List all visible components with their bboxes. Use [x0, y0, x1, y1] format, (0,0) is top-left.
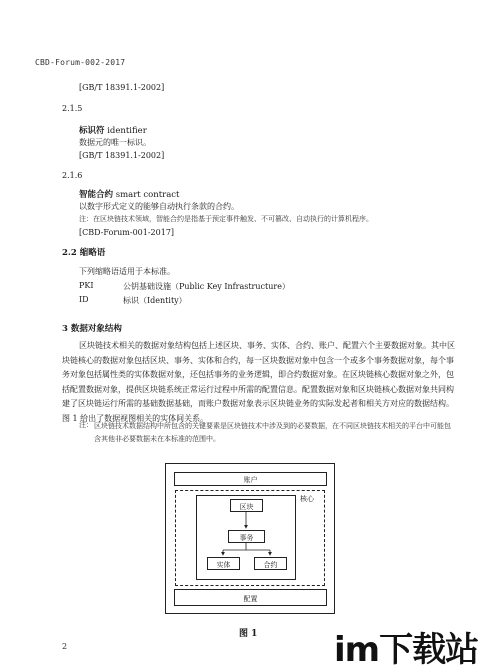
term-en: smart contract — [115, 190, 180, 200]
section-heading: 3 数据对象结构 — [62, 324, 122, 334]
term-definition: 以数字形式定义的能够自动执行条款的合约。 — [79, 202, 239, 211]
transaction-label: 事务 — [239, 534, 254, 542]
section-heading: 2.2 缩略语 — [62, 248, 106, 258]
term-en: identifier — [107, 126, 147, 136]
term-cn: 标识符 — [79, 126, 105, 136]
site-watermark: im下载站 — [334, 630, 479, 670]
note-label: 注： — [79, 421, 93, 429]
page-number: 2 — [62, 642, 68, 651]
abbreviation-intro: 下列缩略语适用于本标准。 — [79, 267, 175, 276]
entity-label: 实体 — [216, 561, 231, 569]
abbreviation-meaning: 公钥基础设施（Public Key Infrastructure） — [123, 282, 290, 291]
abbreviation-meaning: 标识（Identity） — [123, 296, 187, 305]
reference: [CBD-Forum-001-2017] — [79, 228, 175, 237]
reference: [GB/T 18391.1-2002] — [79, 151, 165, 160]
abbreviation-code: PKI — [79, 281, 94, 290]
clause-number: 2.1.6 — [62, 171, 83, 180]
contract-label: 合约 — [263, 561, 278, 569]
core-label: 核心 — [300, 495, 314, 503]
section-note: 区块链技术数据结构中所包含的关键要素是区块链技术中涉及到的必要数据，在不同区块链技术相关的平台中可能包含其他非必要数据未在本标准的范围中。 — [94, 422, 451, 443]
body-paragraph: 区块链技术相关的数据对象结构包括上述区块、事务、实体、合约、账户、配置六个主要数据对象。其中区块链核心的数据对象包括区块、事务、实体和合约，每一区块数据对象中包含一个或多个事务数据对象，每个事务对象包括属性类的实体数据对象，还包括事务的业务逻辑，即合约数据对象。在区块链核心数据对象之外，包括配置数据对象，提供区块链系统正常运行过程中所需的配置信息。配置数据对象和区块链核心数据对象共同构建了区块链运行所需的基础数据基础，而账户数据对象表示区块链业务的实际发起者和相关方对应的数据结构。图 1 给出了数据视图相关的实体间关系。 — [62, 341, 455, 423]
term-definition: 数据元的唯一标识。 — [79, 138, 151, 147]
clause-number: 2.1.5 — [62, 104, 83, 113]
abbreviation-code: ID — [79, 295, 89, 304]
term-cn: 智能合约 — [79, 190, 114, 200]
reference: [GB/T 18391.1-2002] — [79, 83, 165, 92]
figure-caption: 图 1 — [239, 629, 258, 639]
document-id-header: CBD-Forum-002-2017 — [35, 58, 126, 67]
term-note: 注：在区块链技术领域，智能合约是指基于预定事件触发、不可篡改、自动执行的计算机程序。 — [79, 215, 373, 223]
config-label: 配置 — [243, 595, 258, 603]
account-label: 账户 — [243, 476, 258, 484]
block-label: 区块 — [239, 503, 254, 511]
